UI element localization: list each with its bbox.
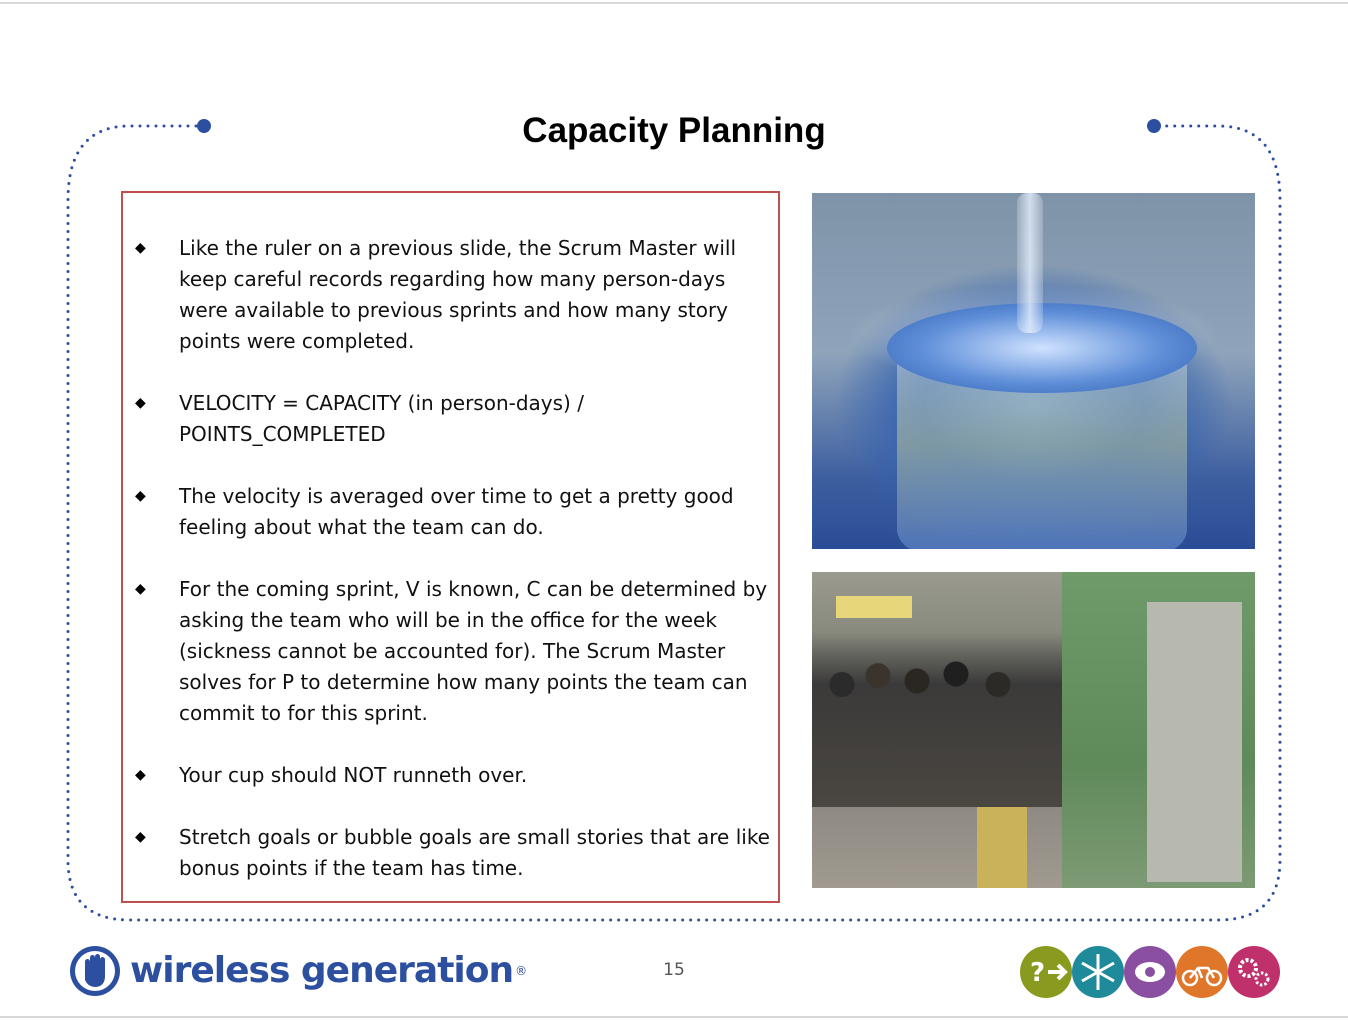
slide-title: Capacity Planning <box>522 111 826 150</box>
bullet-text: Stretch goals or bubble goals are small stories that are like bonus points if the team has time. <box>179 825 770 880</box>
bullet-text: For the coming sprint, V is known, C can be determined by asking the team who will be in the office for the week (sickness cannot be accounted for). The Scrum Master solves for P to determine how many points the team can commit to for this sprint. <box>179 577 768 725</box>
bullet-textbox <box>121 191 780 903</box>
diamond-bullet-icon: ◆ <box>135 581 146 597</box>
bullet-item <box>123 574 778 729</box>
water-stream-shape <box>1017 193 1043 333</box>
hand-logo-icon <box>68 944 122 998</box>
footer-icon-strip <box>1018 944 1288 1000</box>
bullet-text: Like the ruler on a previous slide, the Scrum Master will keep careful records regarding how many person-days were available to previous sprints and how many story points were completed. <box>179 236 737 353</box>
frame-dot-left <box>197 119 211 133</box>
snowflake-icon <box>1072 946 1124 998</box>
tactile-strip-shape <box>977 797 1027 888</box>
gears-icon <box>1228 946 1280 998</box>
crowded-train-photo <box>812 572 1255 888</box>
tandem-bike-icon <box>1176 946 1228 998</box>
station-sign-shape <box>836 596 912 618</box>
bullet-item <box>123 233 778 357</box>
bullet-list <box>123 233 778 915</box>
bullet-item <box>123 388 778 450</box>
wireless-generation-logo <box>68 946 527 996</box>
page-number: 15 <box>663 960 685 980</box>
bullet-text: VELOCITY = CAPACITY (in person-days) / POINTS_COMPLETED <box>179 391 584 446</box>
question-arrow-icon <box>1020 946 1072 998</box>
bottom-divider <box>0 1016 1348 1018</box>
frame-dot-right <box>1147 119 1161 133</box>
registered-mark: ® <box>515 964 528 978</box>
eye-icon <box>1124 946 1176 998</box>
bullet-text: Your cup should NOT runneth over. <box>179 763 528 787</box>
logo-wordmark: wireless generation <box>130 950 514 991</box>
diamond-bullet-icon: ◆ <box>135 829 146 845</box>
bullet-item <box>123 760 778 791</box>
bullet-item <box>123 481 778 543</box>
bullet-text: The velocity is averaged over time to get a pretty good feeling about what the team can do. <box>179 484 734 539</box>
bullet-item <box>123 822 778 884</box>
top-divider <box>0 2 1348 4</box>
diamond-bullet-icon: ◆ <box>135 488 146 504</box>
train-door-shape <box>1147 602 1242 882</box>
diamond-bullet-icon: ◆ <box>135 767 146 783</box>
diamond-bullet-icon: ◆ <box>135 395 146 411</box>
svg-text:?: ? <box>1030 958 1046 988</box>
water-cup-photo <box>812 193 1255 549</box>
diamond-bullet-icon: ◆ <box>135 240 146 256</box>
